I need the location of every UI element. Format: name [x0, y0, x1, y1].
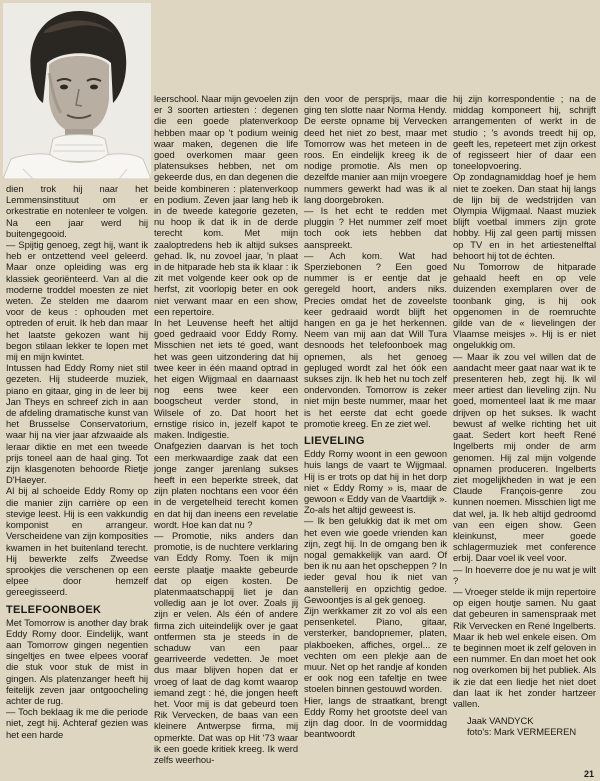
- paragraph: Nu Tomorrow de hitparade gehaald heeft en op vele duizenden exemplaren over de toonbank ging, is hij ook opgenomen in de roemruchte gilde van de « lievelingen der Vlaamse meisjes ». Hij is er niet ongelukkig om.: [453, 261, 596, 351]
- headline-ghost: [158, 6, 448, 88]
- paragraph: Op zondagnamiddag hoef je hem niet te zoeken. Dan staat hij langs de lijn bij de wedstrijden van Olympia Wijgmaal. Naast muziek blijft voetbal immers zijn grote hobby. Hij zal geen partij missen op TV en in het artiestenelftal behoort hij tot de échten.: [453, 171, 596, 261]
- photo-credit: foto's: Mark VERMEEREN: [467, 726, 577, 738]
- portrait-photo-icon: [3, 3, 151, 179]
- article-column-3: [304, 93, 447, 739]
- paragraph: Intussen had Eddy Romy niet stil gezeten. Hij studeerde muziek, piano en gitaar, ging in de leer bij Jan Theys en schreef zich in aan de afdeling dramatische kunst van het Brusselse Conservatorium, waar hij na vier jaar afzwaaide als leraar diktie en met een tweede prijs toneel aan de haal ging. Tot zijn klasgenoten behoorde Rietje D'Haeyer.: [6, 362, 148, 486]
- paragraph: hij zijn korrespondentie ; na de middag komponeert hij, schrijft arrangementen of werkt in de studio ; 's avonds treedt hij op, geeft les, repeteert met zijn orkest of regisseert hier of daar een toneelopvoering.: [453, 93, 596, 172]
- paragraph: — Vroeger stelde ik mijn repertoire op eigen houtje samen. Nu gaat dat gebeuren in samenspraak met Rik Vervecken en René Ingelberts. Maar ik heb wel enkele eisen. Om te beginnen moet ik zelf geloven in een nummer. En dan moet het ook nog overkomen bij het publiek. Als ik zie dat een liedje het niet doet dan laat ik het zonder hartzeer vallen.: [453, 585, 596, 709]
- paragraph: dien trok hij naar het Lemmensinstituut om er orkestratie en notenleer te volgen. Na een jaar werd hij buitengegooid.: [6, 183, 148, 239]
- section-heading: LIEVELING: [304, 435, 365, 448]
- paragraph: Onafgezien daarvan is het toch een merkwaardige zaak dat een jonge zanger jarenlang sukses heeft in een beperkte streek, dat zijn platen nochtans een voor één in de vergetelheid terecht komen en dat hij dan ineens een revelatie wordt. Hoe kan dat nu ?: [154, 440, 298, 530]
- article-column-4: [453, 93, 596, 738]
- paragraph: leerschool. Naar mijn gevoelen zijn er 3 soorten artiesten : degenen die een goede platenverkoop hebben maar op 't podium weinig waar maken, degenen die life goed overkomen maar geen platensukses hebben, net om gekeerde dus, en dan degenen die beide kombineren : platenverkoop en podium. Zeven jaar lang heb ik in de tweede kategorie gezeten, nu hoop ik dat ik in de derde terecht kom. Met mijn zaaloptredens heb ik altijd sukses gehad. Ik, nu zovoel jaar, 'n plaat in de hitparade heb sta ik klaar : ik zit met volgende keer ook op de herfst, zit voorlopig beter en ook niet verwant maar en een show, een repertoire.: [154, 93, 298, 317]
- credits: [453, 715, 596, 737]
- author-credit: Jaak VANDYCK: [467, 715, 534, 727]
- section-heading: TELEFOONBOEK: [6, 603, 102, 616]
- article-column-2: [154, 93, 298, 765]
- paragraph: — Is het echt te redden met pluggin ? Het nummer zelf moet toch ook iets hebben dat aanspreekt.: [304, 205, 447, 250]
- paragraph: Al bij al schoeide Eddy Romy op die manier zijn carrière op een stevige leest. Hij is een vakkundig komponist en arrangeur. Verscheidene van zijn komposities kwamen in het buitenland terecht. Hij bewerkte zelfs Zweedse sprookjes die verschenen op een elpee door hemzelf gereegisseerd.: [6, 485, 148, 598]
- paragraph: Zijn werkkamer zit zo vol als een pensenketel. Piano, gitaar, versterker, bandopnemer, platen, plakboeken, affiches, orgel... ze vechten om een plekje aan de muur. Net op het randje af konden er ook nog een tafeltje en twee stoelen binnen gestouwd worden.: [304, 604, 447, 695]
- paragraph: Eddy Romy woont in een gewoon huis langs de vaart te Wijgmaal. Hij is er trots op dat hij in het dorp niet « Eddy Romy » is, maar de gewoon « Eddy van de Vaartdijk ». Zo-als het altijd geweest is.: [304, 448, 447, 516]
- paragraph: In het Leuvense heeft het altijd goed gedraaid voor Eddy Romy. Misschien net iets té goed, want het was geen uitzondering dat hij twee keer in één maand optrad in het eigen Wijgmaal en daarnaast nog eens twee keer een boogscheut verder stond, in Wilsele of zo. Dat hoort het ernstige risico in, jezelf kapot te maken. Indigestie.: [154, 317, 298, 441]
- paragraph: — Toch beklaag ik me die periode niet, zegt hij. Achteraf gezien was het een harde: [6, 706, 148, 740]
- page-number: 21: [583, 769, 594, 779]
- paragraph: — Ach kom. Wat had Sperziebonen ? Een goed nummer is er eentje dat je geregeld hoort, anders niks. Precies omdat het de zoveelste keer gedraaid wordt blijft het hangen en ga je het herkennen. Neem van mij aan dat Will Tura desnoods het telefoonboek mag opnemen, als het genoeg gepluged wordt zal het óók een sukses zijn. Ik heb het nu toch zelf ondervonden. Tomorrow is zeker niet mijn beste nummer, maar het is het eerste dat echt goede promotie kreeg. En ze ziet wel.: [304, 249, 447, 429]
- paragraph: Met Tomorrow is another day brak Eddy Romy door. Eindelijk, want aan Tomorrow gingen negentien singeltjes en twee elpees vooraf die stuk voor stuk de mist in gingen. Als platenzanger heeft hij feitelijk zeven jaar ontgoocheling achter de rug.: [6, 616, 148, 706]
- paragraph: — In hoeverre doe je nu wat je wilt ?: [453, 563, 596, 586]
- paragraph: den voor de persprijs, maar die ging ten slotte naar Norma Hendy. De eerste opname bij Vervecken deed het niet zo best, maar met Tomorrow was het meteen in de roos. En eindelijk kreeg ik de nodige promotie. Als men op dezelfde manier aan mijn vroegere nummers gewerkt had was ik al lang doorgebroken.: [304, 93, 447, 205]
- article-column-1: [6, 183, 148, 740]
- paragraph: — Ik ben gelukkig dat ik met om het even wie goede vrienden kan zijn, zegt hij. In de omgang ben ik nogal gemakkelijk van aard. Of ben ik nu aan het opscheppen ? In ieder geval hou ik niet van aanstellerij en opzichtig gedoe. Gewoontjes is al gek genoeg.: [304, 515, 447, 605]
- paragraph: Hier, langs de straatkant, brengt Eddy Romy het grootste deel van zijn dag door. In de voormiddag beantwoordt: [304, 694, 447, 740]
- portrait-photo: [3, 3, 151, 179]
- paragraph: — Spijtig genoeg, zegt hij, want ik heb er ontzettend veel geleerd. Maar onze opleiding was erg klassiek georiënteerd. Van al die moderne troddel moesten ze niet weten. Ze stelden me daarom voor de keus : ophouden met optreden of eruit. Ik heb dan maar het laatste gekozen want hij begon stilaan lekker te lopen met mij en mijn kwintet.: [6, 239, 148, 363]
- paragraph: — Promotie, niks anders dan promotie, is de nuchtere verklaring van Eddy Romy. Toen ik mijn eerste plaatje maakte gebeurde dat op eigen kosten. De platenmaatschappij liet je dan volledig aan je lot over. Zoals jij zijn er velen. Als één of andere firma zich uiteindelijk over je gaat ontfermen sta je steeds in de schaduw van een paar gearriveerde vedetten. Je moet dus maar blijven hopen dat er vroeg of laat de dag komt waarop iemand zegt : hé, die jongen heeft het. Voor mij is dat gebeurd toen Rik Vervecken, de baas van een kleinere Antwerpse firma, mij opmerkte. Dat was op Hit '73 waar ik een goede kritiek kreeg. Ik werd zelfs weerhou-: [154, 529, 298, 765]
- paragraph: — Maar ik zou vel willen dat de aandacht meer gaat naar wat ik te presenteren heb, zegt hij. Ik wil meer artiest dan lieveling zijn. Nu goed, momenteel laat ik me maar drijven op het sukses. Ik wacht bewust af welke richting het uit gaat. Sedert kort heeft René Ingelberts mij onder de arm genomen. Hij zal mijn volgende opnamen produceren. Ingelberts ziet mogelijkheden in wat je een Claude François-genre zou kunnen noemen. Misschien ligt me dat wel, ja. Ik heb altijd gedroomd van een eigen show. Geen kleinkunst, meer goede schlagermuziek met conference erbij. Daar voel ik veel voor.: [453, 350, 596, 564]
